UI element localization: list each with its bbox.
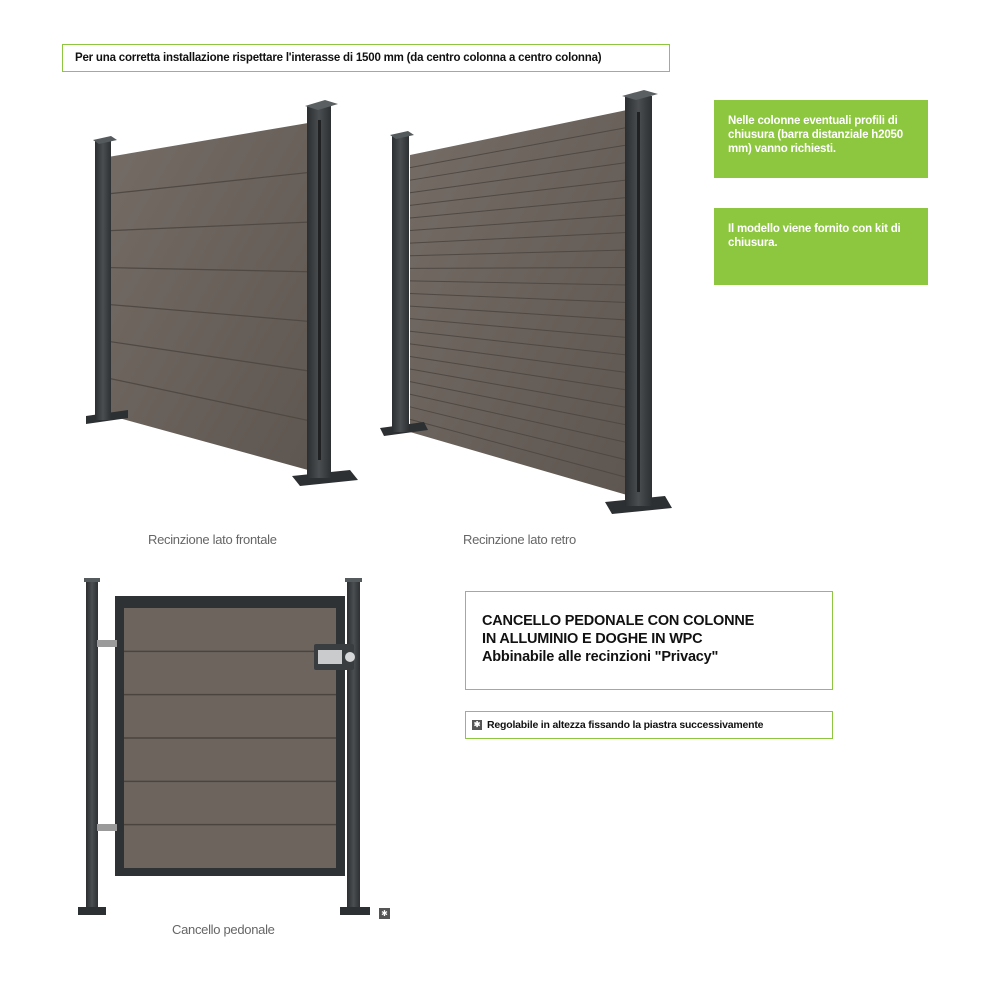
gate-title-line-3: Abbinabile alle recinzioni "Privacy": [482, 649, 719, 665]
gate-note-text: Regolabile in altezza fissando la piastra successivamente: [487, 719, 764, 731]
caption-back: Recinzione lato retro: [463, 532, 576, 547]
gate-lower-hinge: [97, 824, 117, 831]
caption-gate: Cancello pedonale: [172, 922, 275, 937]
gate-title-line-2: IN ALLUMINIO E DOGHE IN WPC: [482, 631, 703, 647]
gate-star-icon: ✱: [379, 908, 390, 919]
gate-lock-knob: [345, 652, 355, 662]
gate-right-post-base: [340, 907, 370, 915]
gate-image: [78, 578, 370, 915]
gate-right-post-cap: [345, 578, 362, 582]
fence-front-image: [86, 100, 358, 486]
gate-upper-hinge: [97, 640, 117, 647]
caption-front: Recinzione lato frontale: [148, 532, 277, 547]
star-icon: ✱: [473, 720, 481, 729]
gate-title-box: [465, 591, 833, 690]
info-box-closing-profiles-text: Nelle colonne eventuali profili di chiusura (barra distanziale h2050 mm) vanno richiesti.: [728, 115, 903, 155]
fence-back-panel: [410, 110, 627, 495]
installation-notice-text: Per una corretta installazione rispettare l'interasse di 1500 mm (da centro colonna a centro colonna): [75, 52, 602, 64]
info-box-closing-kit-text: Il modello viene fornito con kit di chiusura.: [728, 223, 901, 249]
gate-lock-plate: [318, 650, 342, 664]
gate-title-line-1: CANCELLO PEDONALE CON COLONNE: [482, 613, 755, 629]
gate-right-post: [347, 580, 360, 910]
gate-left-post: [86, 580, 98, 910]
fence-front-post-groove: [318, 120, 321, 460]
gate-left-post-cap: [84, 578, 100, 582]
gate-left-post-base: [78, 907, 106, 915]
fence-back-post-groove: [637, 112, 640, 492]
fence-front-left-post: [95, 141, 111, 420]
fence-front-panel: [108, 123, 308, 470]
fence-back-left-post: [392, 136, 409, 432]
fence-back-image: [380, 90, 672, 514]
gate-note-box: [465, 711, 833, 739]
